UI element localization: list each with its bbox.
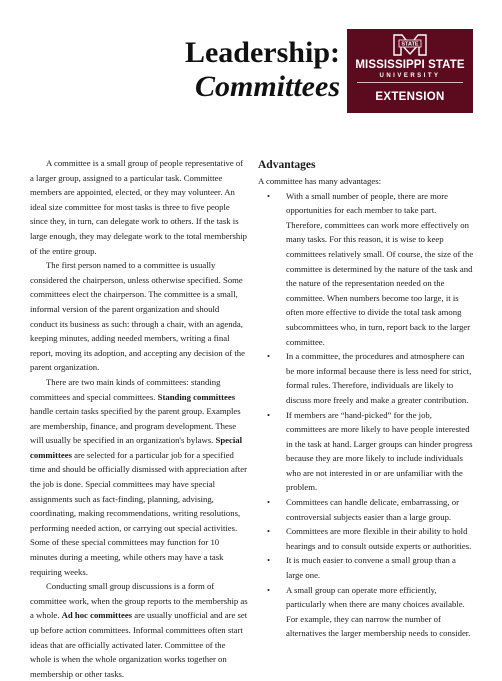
text-run: are usually unofficial and are set up before action committees. Informal committees often start ideas that are officially activated later. Committee of the whole is when the whole organization works together on membership or other tasks. [30,610,248,679]
page-title [170,36,340,104]
msu-extension-logo [347,29,473,113]
term-special-committees: Special committees [30,435,243,460]
intro-paragraph-4 [30,579,248,681]
list-item: • It is much easier to convene a small group than a large one. [258,553,474,582]
title-line-1: Leadership: [184,36,340,69]
logo-division: EXTENSION [375,91,445,103]
text-run: Conducting small group discussions is a form of committee work, when the group reports to the membership as a whole. [30,581,248,621]
text-run: handle certain tasks specified by the parent group. Examples are membership, finance, and program development. These will usually be specified in an organization's bylaws. [30,406,241,446]
title-line-2: Committees [195,70,340,103]
logo-name: MISSISSIPPI STATE [355,59,465,71]
state-m-logo-icon [393,34,427,56]
logo-divider [357,82,463,83]
list-item: • If members are “hand-picked” for the job, committees are more likely to have people interested in the task at hand. Larger groups can hinder progress because they are more likely to include individuals who are not interested in or are unfamiliar with the problem. [258,408,474,496]
advantages-section [258,157,474,641]
term-ad-hoc-committees: Ad hoc committees [61,610,133,621]
logo-mark-text: STATE [401,41,419,48]
logo-university: UNIVERSITY [379,73,441,79]
advantages-list [258,189,474,641]
advantages-intro: A committee has many advantages: [258,176,382,186]
term-standing-committees: Standing committees [157,391,236,402]
intro-paragraph-3 [30,375,248,579]
intro-paragraph-2: The first person named to a committee is usually considered the chairperson, unless otherwise specified. Some committees elect the chairperson. The committee is a small, informal version of the parent organization and should conduct its business as such: through a chair, with an agenda, keeping minutes, adding needed members, writing a final report, moving its adoption, and accepting any decision of the parent organization. [30,260,245,373]
advantages-heading: Advantages [258,159,316,171]
intro-column [30,156,248,681]
text-run: There are two main kinds of committees: standing committees and special committees. [30,376,221,402]
intro-paragraph-1: A committee is a small group of people representative of a larger group, assigned to a particular task. Committee members are appointed, elected, or they may volunteer. An ideal size committee for most tasks is three to five people since they, in turn, can delegate work to others. If the task is large enough, they may delegate work to the total membership of the entire group. [30,158,247,256]
list-item: • A small group can operate more efficiently, particularly when there are many choices available. For example, they can narrow the number of alternatives the larger membership needs to consider. [258,583,474,641]
list-item: • With a small number of people, there are more opportunities for each member to take part. Therefore, committees can work more effectively on many tasks. For this reason, it is wise to keep committees relatively small. Of course, the size of the committee is determined by the nature of the task and the nature of the representation needed on the committee. When numbers become too large, it is often more effective to divide the total task among subcommittees who, in turn, report back to the larger committee. [258,189,474,350]
list-item: • Committees can handle delicate, embarrassing, or controversial subjects easier than a large group. [258,495,474,524]
list-item: • In a committee, the procedures and atmosphere can be more informal because there is less need for strict, formal rules. Therefore, individuals are likely to discuss more freely and make a greater contribution. [258,349,474,407]
list-item: • Committees are more flexible in their ability to hold hearings and to consult outside experts or authorities. [258,524,474,553]
text-run: are selected for a particular job for a specified time and should be officially dismissed with appreciation after the job is done. Special committees may have special assignments such as fact-finding, planning, advising, coordinating, making recommendations, writing resolutions, performing needed action, or carrying out special activities. Some of these special committees may function for 10 minutes during a meeting, while others may have a task requiring weeks. [30,449,247,577]
